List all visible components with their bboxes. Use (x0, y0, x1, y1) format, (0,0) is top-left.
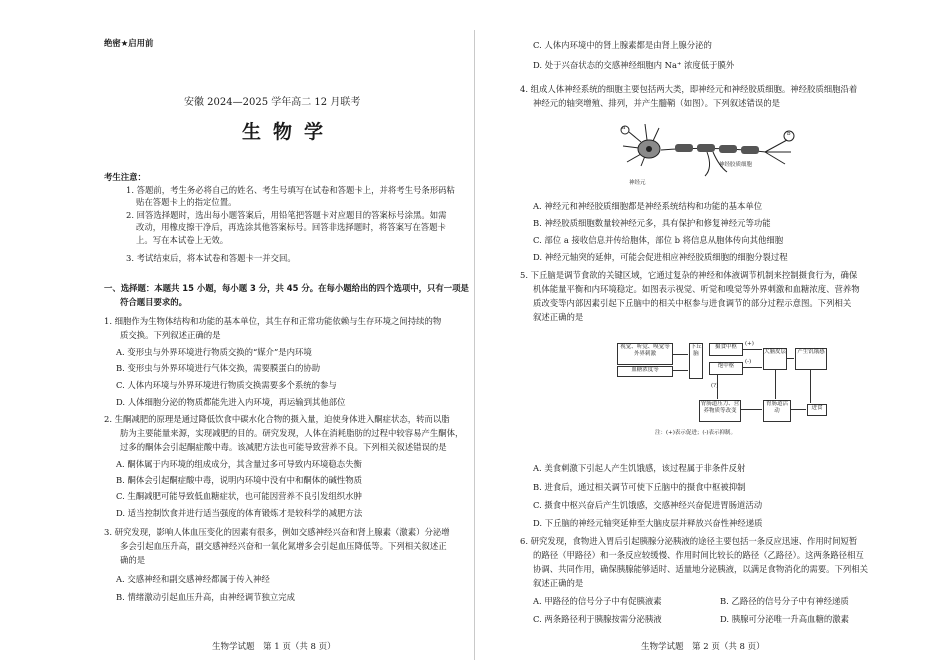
label-glia: 神经胶质细胞 (719, 162, 753, 168)
feeding-center-box: 摄食中枢 (709, 343, 743, 356)
q2-option-b: B. 酮体会引起酮症酸中毒，说明内环境中没有中和酮体的碱性物质 (116, 475, 362, 485)
notice-line: 1. 答题前，考生务必将自己的姓名、考生号填写在试卷和答题卡上，并将考生号条形码粘 (126, 185, 455, 195)
q6-stem: 叙述正确的是 (533, 578, 584, 588)
question-label: (?) (711, 383, 719, 389)
label-b: b (787, 131, 791, 137)
q1-option-b: B. 变形虫与外界环境进行气体交换，需要膜蛋白的协助 (116, 363, 321, 373)
diagram-note: 注：(+)表示促进；(-)表示抑制。 (655, 430, 737, 436)
q2-option-c: C. 生酮减肥可能导致低血糖症状，也可能因营养不良引发组织水肿 (116, 491, 362, 501)
q3-option-d: D. 处于兴奋状态的交感神经细胞内 Na⁺ 浓度低于膜外 (533, 60, 735, 70)
section-heading: 一、选择题：本题共 15 小题，每小题 3 分，共 45 分。在每小题给出的四个选项中，只有一项是 (104, 283, 469, 293)
q6-option-c: C. 两条路径利于胰腺按需分泌胰液 (533, 614, 662, 624)
notice-title: 考生注意： (104, 172, 146, 182)
q2-stem: 过多的酮体会引起酮症酸中毒。该减肥方法也可能导致营养不良。下列相关叙述错误的是 (120, 442, 447, 452)
arrow-line (672, 354, 688, 355)
q3-stem: 3. 研究发现，影响人体血压变化的因素有很多，例如交感神经兴奋和肾上腺素（激素）分泌增 (104, 527, 450, 537)
arrow-line (790, 409, 806, 410)
plus-label: (+) (745, 341, 754, 347)
q4-option-d: D. 神经元轴突的延伸，可能会促进相应神经胶质细胞的细胞分裂过程 (533, 252, 788, 262)
q3-option-a: A. 交感神经和副交感神经都属于传入神经 (116, 574, 270, 584)
section-heading-cont: 符合题目要求的。 (120, 297, 187, 307)
q5-stem: 叙述正确的是 (533, 312, 584, 322)
q6-option-a: A. 甲路径的信号分子中有促胰液素 (533, 596, 662, 606)
arrow-line (775, 369, 776, 399)
glucose-box: 血糖浓度等 (617, 366, 673, 377)
q5-option-c: C. 摄食中枢兴奋后产生饥饿感，交感神经兴奋促进胃肠道活动 (533, 500, 763, 510)
page-footer: 生物学试题 第 2 页（共 8 页） (641, 642, 765, 652)
q2-option-a: A. 酮体属于内环境的组成成分，其含量过多可导致内环境稳态失衡 (116, 459, 362, 469)
q4-option-b: B. 神经胶质细胞数量较神经元多，具有保护和修复神经元等功能 (533, 218, 771, 228)
cortex-box: 大脑皮层 (763, 348, 787, 370)
neuron-figure (615, 116, 815, 188)
q5-option-a: A. 美食刺激下引起人产生饥饿感，该过程属于非条件反射 (533, 463, 746, 473)
q6-stem: 的路径（甲路径）和一条反应较缓慢、作用时间比较长的路径（乙路径）。这两条路径相互 (533, 550, 864, 560)
q5-stem: 质改变等内部因素引起下丘脑中的相关中枢参与进食调节的部分过程示意图。下列相关 (533, 298, 852, 308)
arrow-line (740, 409, 762, 410)
q6-stem: 协调、共同作用，确保胰腺能够适时、适量地分泌胰液，以满足食物消化的需要。下列相关 (533, 564, 868, 574)
hypothalamus-box: 下丘脑 (689, 343, 703, 379)
eat-box: 进食 (807, 404, 827, 416)
arrow-line (786, 358, 794, 359)
notice-line: 3. 考试结束后，将本试卷和答题卡一并交回。 (126, 253, 296, 263)
q4-option-a: A. 神经元和神经胶质细胞都是神经系统结构和功能的基本单位 (533, 201, 763, 211)
q3-option-b: B. 情绪激动引起血压升高，由神经调节独立完成 (116, 592, 295, 602)
q1-option-a: A. 变形虫与外界环境进行物质交换的“媒介”是内环境 (116, 347, 312, 357)
q5-option-b: B. 进食后，通过相关调节可使下丘脑中的摄食中枢被抑制 (533, 482, 746, 492)
stimulus-box: 视觉、听觉、嗅觉等外界刺激 (617, 343, 673, 365)
arrow-line (810, 369, 811, 403)
hunger-box: 产生饥饿感 (795, 348, 827, 370)
right-page (475, 0, 950, 672)
label-neuron: 神经元 (629, 180, 646, 186)
arrow-line (742, 349, 762, 350)
q6-option-b: B. 乙路径的信号分子中有神经递质 (720, 596, 849, 606)
gut-box: 胃肠道活动 (763, 400, 791, 422)
q5-option-d: D. 下丘脑的神经元轴突延伸至大脑皮层并释放兴奋性神经递质 (533, 518, 763, 528)
notice-line: 2. 回答选择题时，选出每小题答案后，用铅笔把答题卡对应题目的答案标号涂黑。如需 (126, 210, 447, 220)
feeding-diagram (617, 338, 853, 460)
q1-stem: 1. 细胞作为生物体结构和功能的基本单位，其生存和正常功能依赖与生存环境之间持续的物 (104, 316, 442, 326)
notice-line: 改动，用橡皮擦干净后，再选涂其他答案标号。回答非选择题时，将答案写在答题卡 (136, 222, 446, 232)
satiety-center-box: 饱中枢 (709, 362, 743, 375)
q5-stem: 机体能量平衡和内环境稳定。如图表示视觉、听觉和嗅觉等外界刺激和血糖浓度、营养物 (533, 284, 860, 294)
q1-stem: 质交换。下列叙述正确的是 (120, 330, 221, 340)
q3-stem: 确的是 (120, 555, 146, 565)
q6-stem: 6. 研究发现，食物进入胃后引起胰腺分泌胰液的途径主要包括一条反应迅速、作用时间短暂 (520, 536, 858, 546)
q4-stem: 4. 组成人体神经系统的细胞主要包括两大类，即神经元和神经胶质细胞。神经胶质细胞沿着 (520, 84, 858, 94)
notice-line: 上。写在本试卷上无效。 (136, 235, 229, 245)
q6-option-d: D. 胰腺可分泌唯一升高血糖的激素 (720, 614, 849, 624)
exam-title: 安徽 2024—2025 学年高二 12 月联考 (184, 97, 361, 108)
arrow-line (742, 367, 762, 368)
q2-stem: 肪为主要能量来源，实现减肥的目的。研究发现，人体在消耗脂肪的过程中较容易产生酮体， (120, 428, 464, 438)
q3-stem: 多会引起血压升高，副交感神经兴奋和一氧化氮增多会引起血压降低等。下列相关叙述正 (120, 541, 447, 551)
q5-stem: 5. 下丘脑是调节食欲的关键区域，它通过复杂的神经和体液调节机制来控制摄食行为，确保 (520, 270, 858, 280)
q1-option-d: D. 人体细胞分泌的物质都能先进入内环境，再运输到其他部位 (116, 397, 346, 407)
q4-stem: 神经元的轴突增殖、排列，并产生髓鞘（如图）。下列叙述错误的是 (533, 98, 781, 108)
page-footer: 生物学试题 第 1 页（共 8 页） (212, 642, 336, 652)
stomach-box: 胃肠道压力、营养物质等改变 (699, 400, 741, 422)
q4-option-c: C. 部位 a 接收信息并传给胞体，部位 b 将信息从胞体传向其他细胞 (533, 235, 784, 245)
confidential-label: 绝密★启用前 (104, 38, 154, 48)
minus-label: (-) (745, 359, 752, 365)
notice-line: 贴在答题卡上的指定位置。 (136, 197, 237, 207)
q1-option-c: C. 人体内环境与外界环境进行物质交换需要多个系统的参与 (116, 380, 337, 390)
arrow-line (672, 370, 688, 371)
q2-stem: 2. 生酮减肥的原理是通过降低饮食中碳水化合物的摄入量，迫使身体进入酮症状态，转而以脂 (104, 414, 450, 424)
q2-option-d: D. 适当控制饮食并进行适当强度的体育锻炼才是较科学的减肥方法 (116, 508, 363, 518)
subject-title: 生物学 (242, 121, 336, 143)
label-a: a (622, 125, 626, 131)
q3-option-c: C. 人体内环境中的肾上腺素都是由肾上腺分泌的 (533, 40, 712, 50)
